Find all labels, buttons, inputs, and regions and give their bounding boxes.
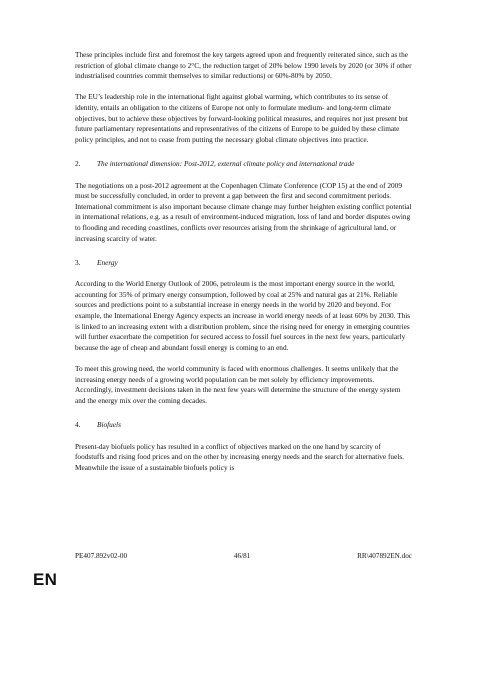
section-title: Biofuels [97, 420, 121, 430]
language-tag: EN [33, 570, 58, 589]
footer-page-number: 46/81 [233, 552, 251, 560]
section-heading-international [75, 159, 412, 170]
footer-file-ref: RR\407892EN.doc [357, 552, 412, 560]
section-title: Energy [97, 258, 118, 268]
section-number: 3. [75, 258, 81, 268]
section-title: The international dimension: Post-2012, external climate policy and international trade [97, 159, 355, 169]
section-heading-energy [75, 258, 412, 269]
section-number: 4. [75, 420, 81, 430]
paragraph-principles: These principles include first and foremost the key targets agreed upon and frequently reiterated since, such as the restriction of global climate change to 2°C, the reduction target of 20% below 1990 levels by 2020 (or 30% if other industrialised countries commit themselves to similar reductions) or 60%-80% by 2050. [75, 50, 412, 81]
footer-doc-ref: PE407.892v02-00 [75, 552, 128, 560]
section-heading-biofuels [75, 420, 412, 431]
page-footer [75, 551, 412, 561]
section-number: 2. [75, 159, 81, 169]
page-body [75, 50, 412, 473]
paragraph-world-energy-outlook: According to the World Energy Outlook of 2006, petroleum is the most important energy source in the world, accounting for 35% of primary energy consumption, followed by coal at 25% and natural gas at 21%. Reliable sources and predictions point to a substantial increase in energy needs in the world by 2020 and beyond. For example, the International Energy Agency expects an increase in world energy needs of at least 60% by 2030. This is linked to an increasing extent with a distribution problem, since the rising need for energy in emerging countries will further exacerbate the competition for secured access to fossil fuel sources in the next few years, particularly because the age of cheap and abundant fossil energy is coming to an end. [75, 279, 411, 352]
paragraph-negotiations: The negotiations on a post-2012 agreement at the Copenhagen Climate Conference (COP 15) at the end of 2009 must be successfully concluded, in order to prevent a gap between the first and second commitment periods. International commitment is also important because climate change may further heighten existing conflict potential in international relations, e.g. as a result of environment-induced migration, loss of land and border disputes owing to flooding and receding coastlines, conflicts over resources arising from the shrinkage of agricultural land, or increasing scarcity of water. [75, 180, 412, 243]
paragraph-eu-leadership: The EU’s leadership role in the international fight against global warming, which contributes to its sense of identity, entails an obligation to the citizens of Europe not only to formulate medium- and long-term climate objectives, but to achieve these objectives by forward-looking political measures, and requires not just present but future parliamentary representations and representatives of the citizens of Europe to be guided by these climate policy principles, and not to cease from putting the necessary global climate objectives into practice. [75, 92, 408, 144]
paragraph-biofuels-policy: Present-day biofuels policy has resulted in a conflict of objectives marked on the one hand by scarcity of foodstuffs and rising food prices and on the other by increasing energy needs and the search for alternative fuels. Meanwhile the issue of a sustainable biofuels policy is [75, 441, 404, 472]
paragraph-growing-need: To meet this growing need, the world community is faced with enormous challenges. It seems unlikely that the increasing energy needs of a growing world population can be met solely by efficiency improvements. Accordingly, investment decisions taken in the next few years will determine the structure of the energy system and the energy mix over the coming decades. [75, 364, 401, 405]
